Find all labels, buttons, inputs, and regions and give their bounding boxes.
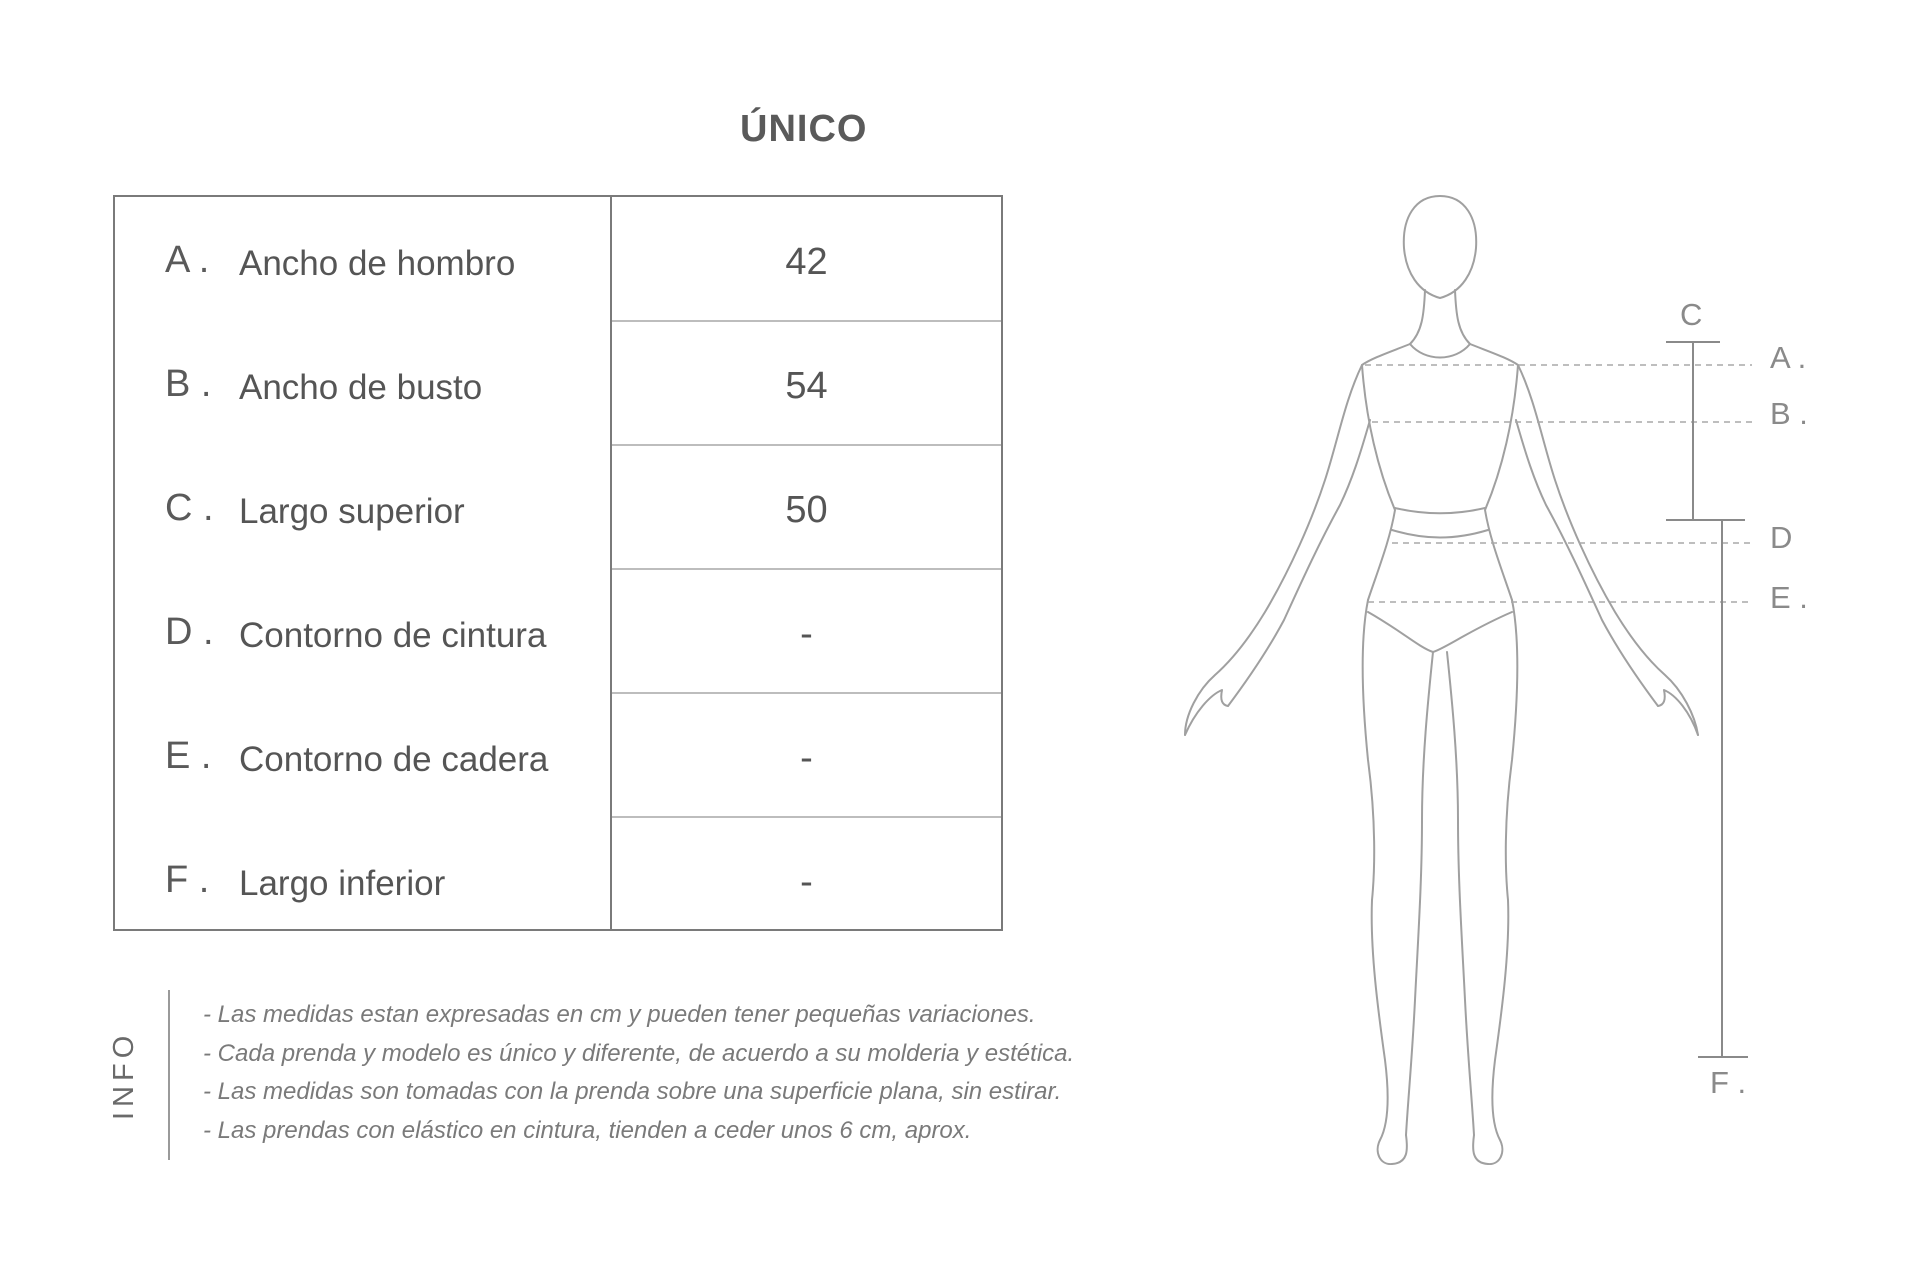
table-row [115,569,1001,692]
figure-label-b: B . [1770,396,1808,431]
info-divider [168,990,170,1160]
row-letter: E . [165,735,212,777]
row-label: Contorno de cadera [239,740,549,779]
table-row [115,321,1001,444]
row-letter: B . [165,363,212,405]
row-value: - [800,613,813,655]
figure-label-f: F . [1710,1065,1747,1100]
row-label: Contorno de cintura [239,616,547,655]
row-letter: C . [165,487,214,529]
figure-label-c: C [1680,297,1703,332]
table-row [115,817,1001,940]
figure-label-e: E . [1770,580,1808,615]
table-row [115,445,1001,568]
info-label: INFO [108,1030,140,1120]
row-value: - [800,861,813,903]
info-note: - Cada prenda y modelo es único y diferente, de acuerdo a su molderia y estética. [203,1039,1075,1067]
row-label: Ancho de hombro [239,244,516,283]
size-title: ÚNICO [740,108,868,150]
row-value: 54 [785,365,828,407]
body-measurement-figure [1150,180,1870,1180]
info-note: - Las medidas son tomadas con la prenda sobre una superficie plana, sin estirar. [203,1078,1062,1105]
row-letter: D . [165,611,214,653]
row-label: Ancho de busto [239,368,483,407]
table-row [115,197,1001,320]
size-table [113,195,1003,931]
row-label: Largo inferior [239,864,446,903]
info-notes [203,996,1074,1150]
info-note: - Las medidas estan expresadas en cm y pueden tener pequeñas variaciones. [203,1001,1036,1028]
row-label: Largo superior [239,492,465,531]
row-value: 50 [785,489,828,531]
info-note: - Las prendas con elástico en cintura, tienden a ceder unos 6 cm, aprox. [203,1116,972,1144]
body-outline [1185,196,1698,1164]
table-row [115,693,1001,816]
row-letter: F . [165,859,210,901]
figure-label-d: D [1770,520,1793,555]
row-value: 42 [785,241,828,283]
row-letter: A . [165,239,210,281]
row-value: - [800,737,813,779]
figure-label-a: A . [1770,340,1807,375]
